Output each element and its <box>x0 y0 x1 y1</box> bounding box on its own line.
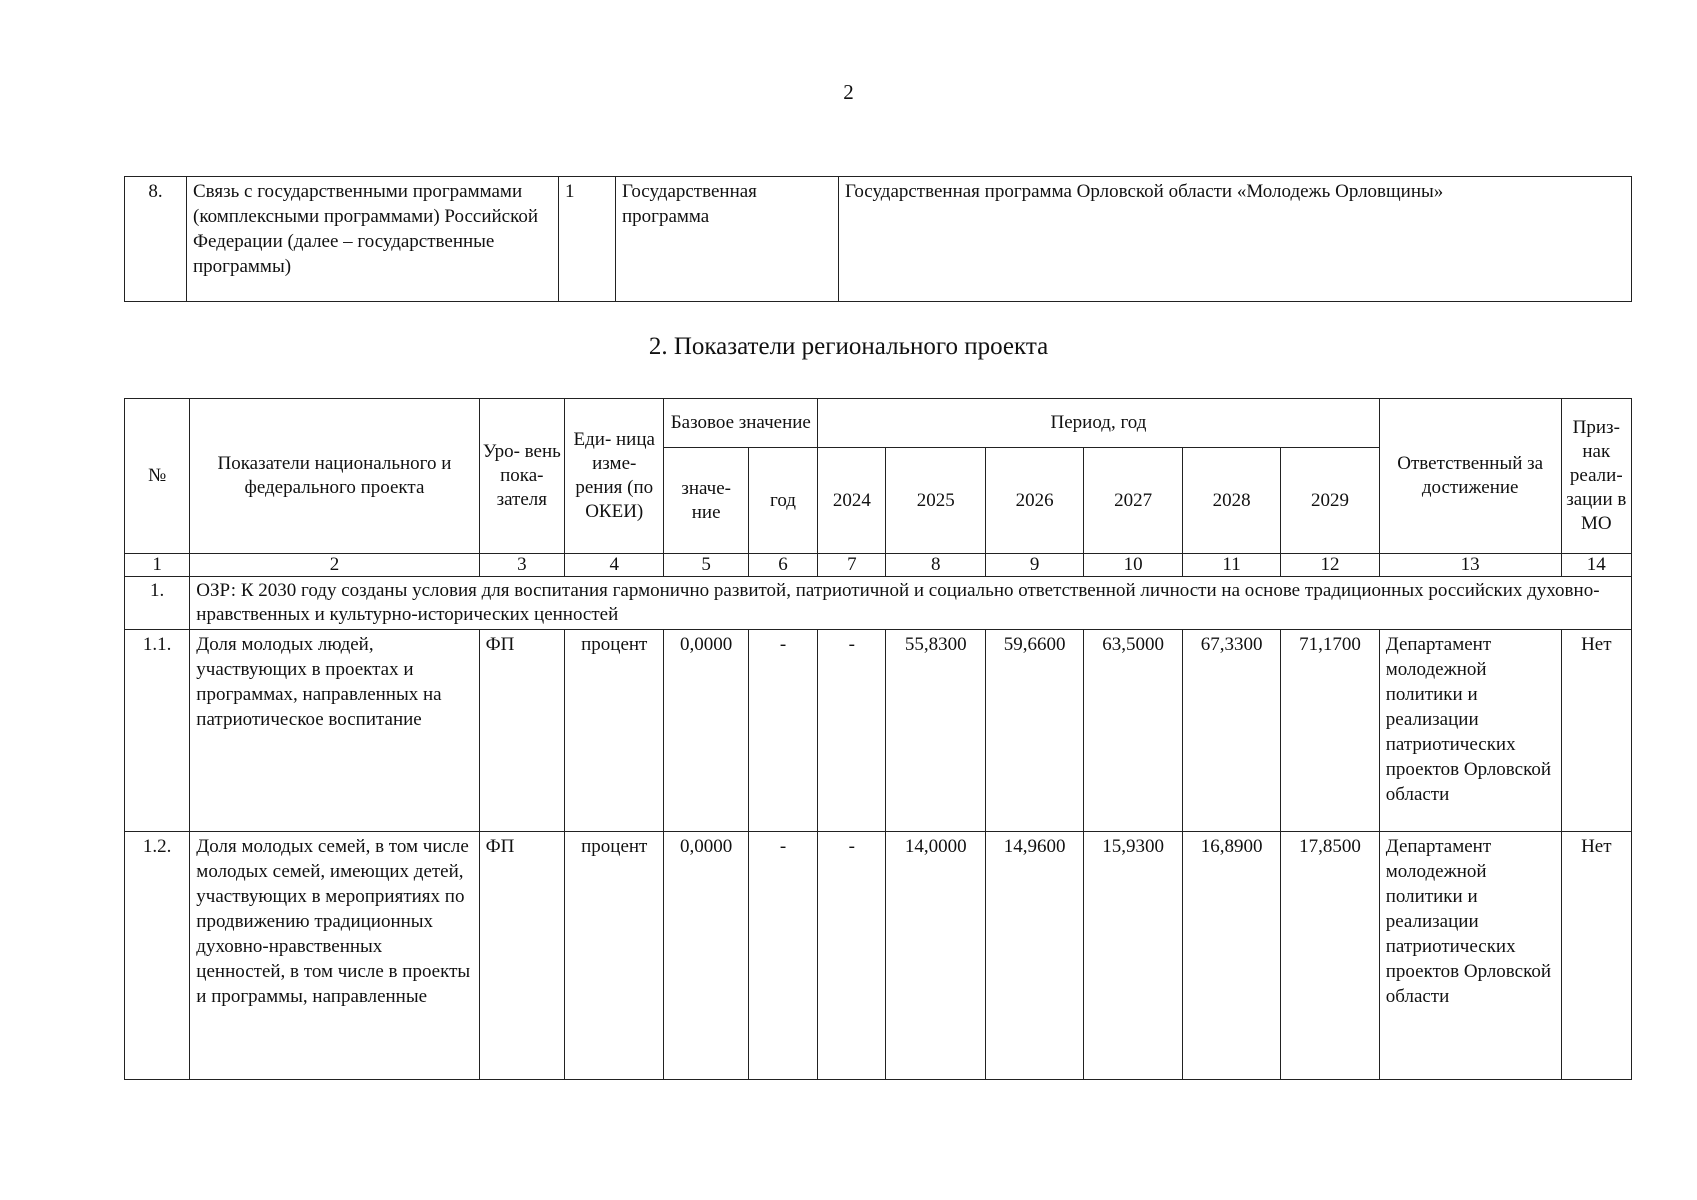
header-level: Уро- вень пока- зателя <box>479 399 564 554</box>
value-2028: 16,8900 <box>1182 832 1280 1080</box>
column-number: 12 <box>1281 554 1379 577</box>
programs-link-table <box>124 176 1632 302</box>
column-number: 14 <box>1561 554 1631 577</box>
value-2026: 14,9600 <box>985 832 1083 1080</box>
indicator-level: ФП <box>479 832 564 1080</box>
column-number: 7 <box>818 554 886 577</box>
header-year: 2025 <box>886 448 985 554</box>
column-numbers-row <box>125 554 1632 577</box>
column-number: 8 <box>886 554 985 577</box>
base-year: - <box>748 630 817 832</box>
row-number: 8. <box>125 177 187 302</box>
indicator-name: Доля молодых семей, в том числе молодых семей, имеющих детей, участвующих в мероприятиях по продвижению традиционных духовно-нравственных ценностей, в том числе в проекты и программы, направленные <box>190 832 479 1080</box>
header-row <box>125 399 1632 448</box>
implementation-sign: Нет <box>1561 832 1631 1080</box>
goal-row <box>125 577 1632 630</box>
section-title: 2. Показатели регионального проекта <box>648 333 1049 360</box>
header-year: 2029 <box>1281 448 1379 554</box>
column-number: 3 <box>479 554 564 577</box>
column-number: 1 <box>125 554 190 577</box>
value-2029: 17,8500 <box>1281 832 1379 1080</box>
header-sign: Приз- нак реали- зации в МО <box>1561 399 1631 554</box>
header-period: Период, год <box>818 399 1380 448</box>
page-number: 2 <box>843 80 854 104</box>
value-2024: - <box>818 832 886 1080</box>
header-base: Базовое значение <box>664 399 818 448</box>
indicator-name: Доля молодых людей, участвующих в проектах и программах, направленных на патриотическое воспитание <box>190 630 479 832</box>
indicator-unit: процент <box>565 832 664 1080</box>
column-number: 13 <box>1379 554 1561 577</box>
indicator-level: ФП <box>479 630 564 832</box>
row-program: Государственная программа Орловской области «Молодежь Орловщины» <box>839 177 1632 302</box>
header-responsible: Ответственный за достижение <box>1379 399 1561 554</box>
header-year: 2026 <box>985 448 1083 554</box>
table-row <box>125 832 1632 1080</box>
column-number: 9 <box>985 554 1083 577</box>
column-number: 6 <box>748 554 817 577</box>
indicator-number: 1.2. <box>125 832 190 1080</box>
indicator-number: 1.1. <box>125 630 190 832</box>
indicator-unit: процент <box>565 630 664 832</box>
goal-number: 1. <box>125 577 190 630</box>
value-2027: 63,5000 <box>1084 630 1182 832</box>
indicators-table <box>124 398 1632 1080</box>
value-2024: - <box>818 630 886 832</box>
implementation-sign: Нет <box>1561 630 1631 832</box>
table-row <box>125 177 1632 302</box>
header-year: 2028 <box>1182 448 1280 554</box>
value-2029: 71,1700 <box>1281 630 1379 832</box>
base-value: 0,0000 <box>664 832 748 1080</box>
header-base-value: значе- ние <box>664 448 748 554</box>
value-2026: 59,6600 <box>985 630 1083 832</box>
header-unit: Еди- ница изме- рения (по ОКЕИ) <box>565 399 664 554</box>
row-type: Государственная программа <box>616 177 839 302</box>
header-base-year: год <box>748 448 817 554</box>
column-number: 11 <box>1182 554 1280 577</box>
header-num: № <box>125 399 190 554</box>
base-year: - <box>748 832 817 1080</box>
column-number: 10 <box>1084 554 1182 577</box>
value-2028: 67,3300 <box>1182 630 1280 832</box>
row-qty: 1 <box>559 177 616 302</box>
value-2025: 14,0000 <box>886 832 985 1080</box>
table-row <box>125 630 1632 832</box>
responsible: Департамент молодежной политики и реализации патриотических проектов Орловской области <box>1379 832 1561 1080</box>
row-label: Связь с государственными программами (комплексными программами) Российской Федерации (далее – государственные программы) <box>187 177 559 302</box>
value-2027: 15,9300 <box>1084 832 1182 1080</box>
header-year: 2024 <box>818 448 886 554</box>
responsible: Департамент молодежной политики и реализации патриотических проектов Орловской области <box>1379 630 1561 832</box>
column-number: 5 <box>664 554 748 577</box>
header-year: 2027 <box>1084 448 1182 554</box>
column-number: 2 <box>190 554 479 577</box>
value-2025: 55,8300 <box>886 630 985 832</box>
header-indicators: Показатели национального и федерального проекта <box>190 399 479 554</box>
goal-text: ОЗР: К 2030 году созданы условия для воспитания гармонично развитой, патриотичной и социально ответственной личности на основе традиционных российских духовно-нравственных и культурно-исторических ценностей <box>190 577 1632 630</box>
base-value: 0,0000 <box>664 630 748 832</box>
column-number: 4 <box>565 554 664 577</box>
